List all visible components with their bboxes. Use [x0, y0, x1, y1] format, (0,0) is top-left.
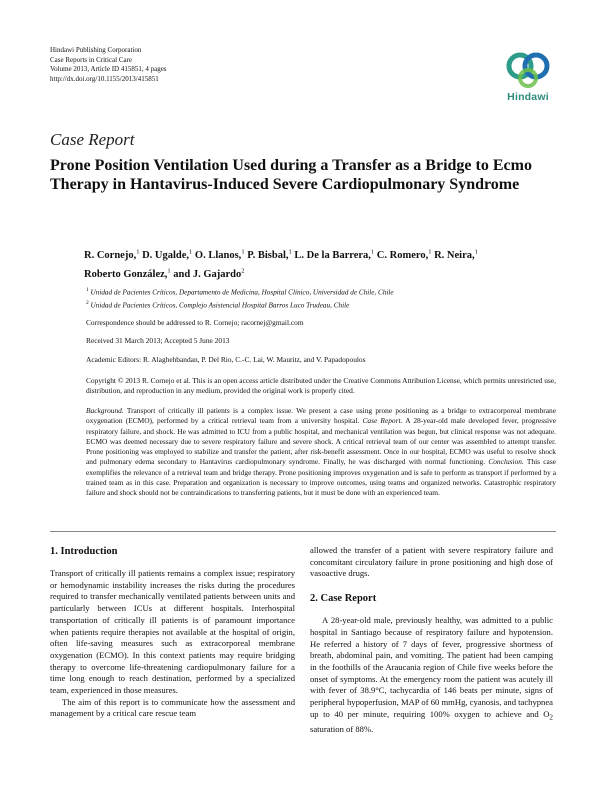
section-heading: 2. Case Report — [310, 593, 377, 605]
paragraph: Transport of critically ill patients remains a complex issue; respiratory or hemodynamic instability increases the risks during the procedures required to transfer mechanically ventilated patients between units and particularly between ICUs at different hospitals. Interhospital transportation of critically ill patients is of paramount importance when patients require therapies not available at the hospital of origin, often life-saving measures such as extracorporeal membrane oxygenation (ECMO). In this context patients may require bridging therapy to overcome life-threatening cardiopulmonary failure for a time long enough to reach destination, performed by a specialized team, experienced in those measures. — [50, 568, 295, 696]
right-column — [310, 545, 553, 736]
doi-link[interactable]: http://dx.doi.org/10.1155/2013/415851 — [50, 74, 159, 83]
correspondence: Correspondence should be addressed to R. Cornejo; racornej@gmail.com — [86, 318, 304, 327]
copyright-notice: Copyright © 2013 R. Cornejo et al. This is an open access article distributed under the Creative Commons Attribution License, which permits unrestricted use, distribution, and reproduction in any medium, provided the original work is properly cited. — [86, 376, 556, 395]
publisher: Hindawi Publishing Corporation — [50, 46, 142, 54]
abstract-label: Background. — [86, 406, 124, 415]
affiliations — [86, 285, 556, 311]
section-divider — [50, 531, 556, 532]
abstract — [86, 406, 556, 499]
academic-editors: Academic Editors: R. Alaghehbandan, P. Del Rio, C.-C. Lai, W. Mauritz, and V. Papadopoulos — [86, 355, 366, 364]
left-column — [50, 545, 295, 720]
abstract-text: A 28-year-old male developed fever, progressive respiratory failure, and shock. He was admitted to ICU from a public hospital, and mechanical ventilation was begun, but clinical response was not adequate. ECMO was deemed necessary due to severe respiratory failure and severe shock. A critical retrieval team of our center was assembled to attempt transfer. Prone positioning was employed to stabilize and transfer the patient, after risk-benefit assessment. Once in our hospital, ECMO was useful to resolve shock and pulmonary edema secondary to Hantavirus cardiopulmonary syndrome. Finally, he was discharged with normal functioning. — [86, 416, 556, 467]
publication-info — [50, 46, 167, 84]
paragraph: The aim of this report is to communicate how the assessment and management by a critical care rescue team — [50, 696, 295, 719]
abstract-text: This case exemplifies the relevance of a retrieval team and bridge therapy. Prone positioning improves oxygenation and is safe to perform as transport if performed by a trained team as in this case. Preparation and organization is necessary to improve outcomes, using teams and organized networks. Catastrophic respiratory failure and shock should not be contraindications to transferring patients, but it must be done with an experienced team. — [86, 457, 556, 498]
affiliation: $^1$ Unidad de Pacientes Críticos, Departamento de Medicina, Hospital Clínico, Universidad de Chile, Chile — [86, 287, 394, 297]
volume-info: Volume 2013, Article ID 415851, 4 pages — [50, 65, 167, 74]
author: D. Ugalde,$^1$ — [142, 248, 193, 261]
author: L. De la Barrera,$^1$ — [294, 248, 375, 261]
author: O. Llanos,$^1$ — [194, 248, 245, 261]
affiliation: $^2$ Unidad de Pacientes Críticos, Complejo Asistencial Hospital Barros Luco Trudeau, Chile — [86, 299, 350, 310]
paragraph: A 28-year-old male, previously healthy, was admitted to a public hospital in Santiago because of respiratory failure and hypotension. He referred a history of 7 days of fever, progressive shortness of breath, abdominal pain, and vomiting. The patient had been camping in the foothills of the Araucania region of Chile five weeks before the onset of symptoms. At the emergency room the patient was acutely ill with fever of 38.9°C, tachycardia of 146 beats per minute, signs of peripheral hypoperfusion, MAP of 60 mmHg, cyanosis, and tachypnea up to 40 per minute, requiring 100% oxygen to achieve and $O_2$ saturation of 88%. — [310, 615, 553, 735]
abstract-label: Conclusion. — [488, 457, 524, 467]
author: R. Cornejo,$^1$ — [84, 248, 140, 261]
journal-name: Case Reports in Critical Care — [50, 55, 133, 64]
author: Roberto González,$^1$ — [84, 267, 171, 280]
logo-text: Hindawi — [507, 91, 549, 103]
author: and J. Gajardo$^2$ — [173, 267, 245, 280]
author: C. Romero,$^1$ — [376, 248, 432, 261]
received-dates: Received 31 March 2013; Accepted 5 June 2013 — [86, 336, 230, 345]
abstract-text: Transport of critically ill patients is a complex issue. We present a case using prone positioning as a bridge to extracorporeal membrane oxygenation (ECMO), performed by a critical retrieval team from a university hospital. — [86, 406, 556, 426]
abstract-label: Case Report. — [362, 416, 403, 426]
paragraph: allowed the transfer of a patient with severe respiratory failure and concomitant circulatory failure in prone positioning and high dose of vasoactive drugs. — [310, 545, 553, 579]
author: P. Bisbal,$^1$ — [247, 248, 292, 261]
section-heading: 1. Introduction — [50, 546, 118, 557]
author: R. Neira,$^1$ — [434, 248, 478, 261]
article-title: Prone Position Ventilation Used during a Transfer as a Bridge to Ecmo Therapy in Hantavirus-Induced Severe Cardiopulmonary Syndrome — [50, 157, 532, 193]
article-type: Case Report — [50, 130, 135, 149]
author-list — [84, 244, 554, 282]
